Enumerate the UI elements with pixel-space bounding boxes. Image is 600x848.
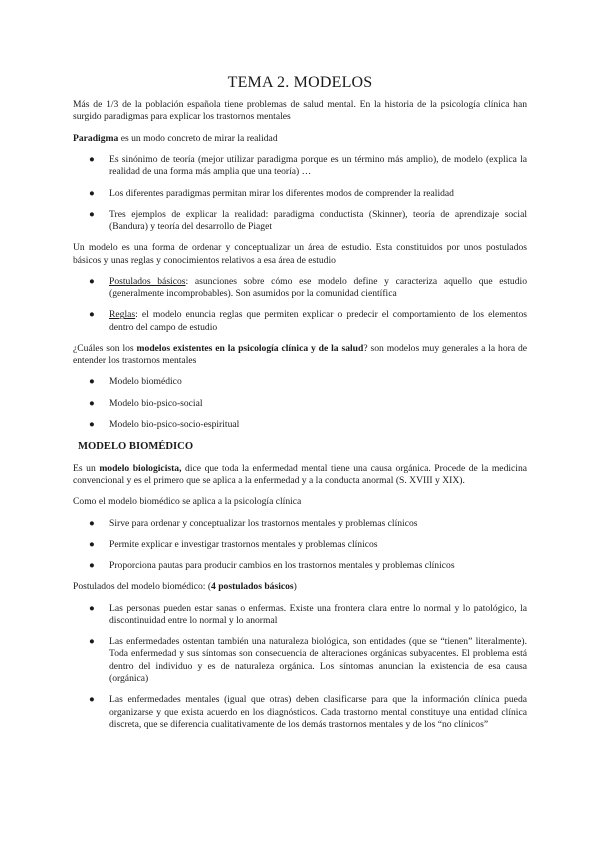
bullet-icon: ●: [89, 397, 95, 409]
question-text: ¿Cuáles son los: [73, 342, 137, 354]
list-item: [73, 419, 527, 431]
list-item-text: Modelo biomédico: [109, 376, 182, 388]
bullet-icon: ●: [89, 560, 95, 572]
bullet-icon: ●: [89, 538, 95, 550]
bullet-icon: ●: [89, 376, 95, 388]
bullet-icon: ●: [89, 694, 95, 706]
list-item: [73, 154, 527, 179]
modelos-question: [73, 343, 527, 368]
list-item: [73, 603, 527, 628]
list-item-text: Permite explicar e investigar trastornos mentales y problemas clínicos: [109, 538, 378, 550]
modelo-definition: Un modelo es una forma de ordenar y conceptualizar un área de estudio. Esta constituidos por unos postulados básicos y unas reglas y conocimientos relativos a esa área de estudio: [73, 242, 527, 266]
aplicacion-intro: Como el modelo biomédico se aplica a la psicología clínica: [73, 496, 302, 508]
list-item: [73, 636, 527, 685]
list-item: [73, 539, 527, 551]
list-item: [73, 188, 527, 200]
list-item-text: Sirve para ordenar y conceptualizar los trastornos mentales y problemas clínicos: [109, 517, 418, 529]
list-item-text: Modelo bio-psico-social: [109, 397, 203, 409]
bullet-icon: ●: [89, 187, 95, 199]
biomedico-paragraph: [73, 463, 527, 488]
bullet-icon: ●: [89, 153, 95, 165]
list-item-text: : asunciones sobre cómo ese modelo define y caracteriza aquello que estudio (generalmente incomprobables). Son asumidos por la comunidad científica: [109, 275, 527, 300]
paragraph-text: ): [293, 581, 297, 593]
bullet-icon: ●: [89, 309, 95, 321]
paragraph-emphasis: modelo biologicista,: [99, 462, 182, 474]
list-item: [73, 309, 527, 334]
page-title: TEMA 2. MODELOS: [227, 74, 373, 91]
paradigma-term: Paradigma: [73, 132, 119, 144]
list-item: [73, 376, 527, 388]
list-item: [73, 398, 527, 410]
list-item-text: Las enfermedades mentales (igual que otras) deben clasificarse para que la información clínica pueda organizarse y que exista acuerdo en los diagnósticos. Cada trastorno mental constituye una entidad clínica discreta, que se diferencia cualitativamente de los demás trastornos mentales y de los “no clínicos”: [109, 694, 527, 730]
list-item: [73, 276, 527, 301]
postulados-intro: [73, 581, 527, 593]
componentes-list: [73, 276, 527, 334]
bullet-icon: ●: [89, 275, 95, 287]
list-item: [73, 209, 527, 234]
intro-paragraph: Más de 1/3 de la población española tiene problemas de salud mental. En la historia de la psicología clínica han surgido paradigmas para explicar los trastornos mentales: [73, 99, 527, 123]
bullet-icon: ●: [89, 208, 95, 220]
list-item-text: Los diferentes paradigmas permitan mirar los diferentes modos de comprender la realidad: [109, 187, 454, 199]
list-item-text: Modelo bio-psico-socio-espiritual: [109, 418, 240, 430]
list-item-text: Tres ejemplos de explicar la realidad: paradigma conductista (Skinner), teoría de aprendizaje social (Bandura) y teoría del desarrollo de Piaget: [109, 208, 527, 233]
aplicaciones-list: [73, 518, 527, 573]
bullet-icon: ●: [89, 602, 95, 614]
postulados-term: Postulados básicos: [109, 275, 186, 287]
postulados-list: [73, 603, 527, 731]
paradigma-definition: [73, 133, 527, 145]
list-item-text: Las enfermedades ostentan también una naturaleza biológica, son entidades (que se “tienen” literalmente). Toda enfermedad y sus síntomas son consecuencia de alteraciones orgánicas subyacentes. El problema está dentro del individuo y es de naturaleza orgánica. Los síntomas anuncian la existencia de esa causa (orgánica): [109, 636, 527, 684]
list-item: [73, 694, 527, 731]
paragraph-text: dice que toda la enfermedad mental tiene una causa orgánica. Procede de la medicina convencional y es el primero que se aplica a la enfermedad y a la conducta anormal (S. XVIII y XIX).: [73, 462, 528, 487]
list-item: [73, 518, 527, 530]
list-item-text: : el modelo enuncia reglas que permiten explicar o predecir el comportamiento de los elementos dentro del campo de estudio: [109, 309, 527, 333]
paradigma-list: [73, 154, 527, 233]
list-item: [73, 560, 527, 572]
section-heading: MODELO BIOMÉDICO: [78, 441, 194, 453]
paragraph-text: Postulados del modelo biomédico: (: [73, 581, 212, 593]
paradigma-def-text: es un modo concreto de mirar la realidad: [118, 132, 278, 144]
question-emphasis: modelos existentes en la psicología clínica y de la salud: [136, 342, 364, 354]
reglas-term: Reglas: [109, 309, 136, 321]
bullet-icon: ●: [89, 517, 95, 529]
paragraph-text: Es un: [73, 462, 100, 474]
bullet-icon: ●: [89, 636, 95, 648]
list-item-text: Es sinónimo de teoría (mejor utilizar paradigma porque es un término más amplio), de modelo (explica la realidad de una forma más amplia que una teoría) …: [109, 153, 527, 178]
paragraph-emphasis: 4 postulados básicos: [211, 581, 294, 593]
bullet-icon: ●: [89, 418, 95, 430]
list-item-text: Las personas pueden estar sanas o enfermas. Existe una frontera clara entre lo normal y lo patológico, la discontinuidad entre lo normal y lo anormal: [109, 602, 527, 626]
modelos-list: [73, 376, 527, 431]
list-item-text: Proporciona pautas para producir cambios en los trastornos mentales y problemas clínicos: [109, 560, 455, 572]
question-text: ? son modelos muy generales a la hora de entender los trastornos mentales: [73, 342, 528, 367]
